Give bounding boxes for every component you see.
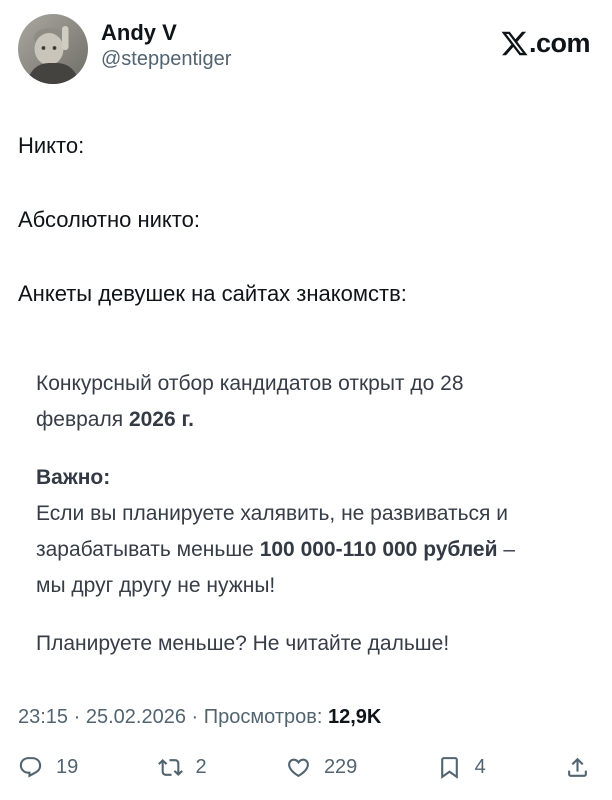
repost-button[interactable] [158,755,207,780]
meta-separator: · [73,706,81,728]
x-logo-icon [500,29,529,58]
quote-paragraph [36,366,532,438]
bookmark-icon [437,755,462,780]
quoted-profile-text [36,366,532,662]
quote-bold-text: 100 000-110 000 рублей [259,538,498,561]
quote-text: – мы друг другу не нужны! [36,538,516,597]
reply-bubble-icon [18,755,43,780]
tweet-body [0,132,612,308]
author-identity [101,14,231,73]
views-label: Просмотров: [203,706,323,728]
repost-count: 2 [195,756,207,778]
tweet-paragraph: Абсолютно никто: [18,207,200,232]
logo-suffix: .com [528,28,590,58]
bookmark-count: 4 [474,756,486,778]
repost-arrows-icon [158,755,183,780]
tweet-meta [0,706,612,729]
quote-bold-text: 2026 г. [128,408,194,431]
author-name[interactable]: Andy V [101,20,177,45]
x-com-logo [500,14,590,59]
timestamp-time: 23:15 [18,706,69,728]
share-arrow-up-icon [565,755,590,780]
quote-text: Конкурсный отбор кандидатов открыт до 28 февраля [36,372,464,431]
meta-separator: · [191,706,199,728]
avatar[interactable] [18,14,88,84]
quote-text: Если вы планируете халявить, не развиваться и зарабатывать меньше [36,502,508,561]
avatar-photo-icon [18,14,88,84]
tweet-paragraph: Анкеты девушек на сайтах знакомств: [18,281,407,306]
timestamp-date: 25.02.2026 [85,706,186,728]
quote-heading: Важно: [36,466,111,489]
share-button[interactable] [565,755,590,780]
heart-icon [286,755,311,780]
reply-button[interactable] [18,755,78,780]
like-count: 229 [323,756,358,778]
tweet-paragraph: Никто: [18,133,85,158]
quote-paragraph: Планируете меньше? Не читайте дальше! [36,632,450,655]
action-bar [0,755,612,780]
bookmark-button[interactable] [437,755,486,780]
like-button[interactable] [286,755,357,780]
views-count: 12,9K [327,706,382,728]
tweet-header [0,0,612,84]
author-handle[interactable]: @steppentiger [101,48,232,70]
reply-count: 19 [56,756,79,778]
quote-paragraph [36,460,532,604]
